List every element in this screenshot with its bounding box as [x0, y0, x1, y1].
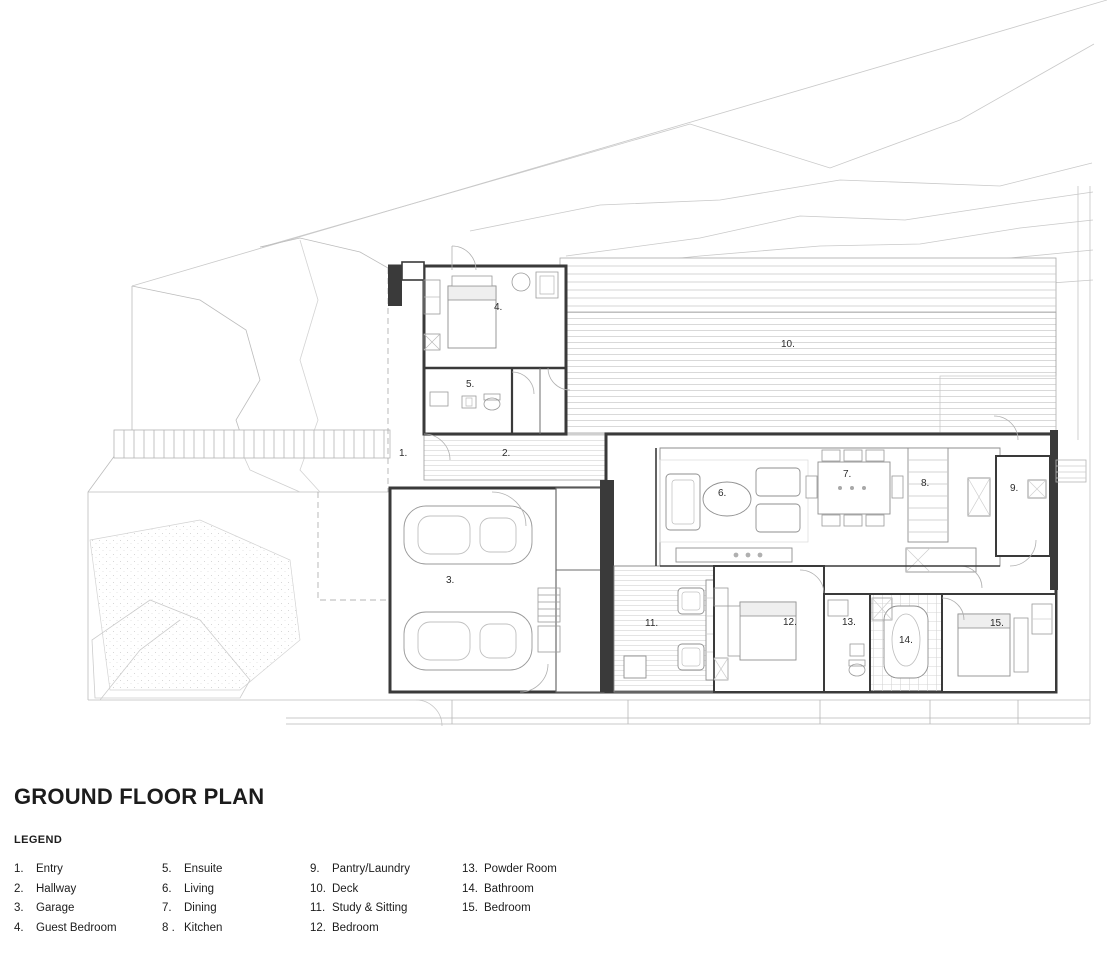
legend-item-label: Dining: [184, 902, 217, 914]
room-marker-1: 1.: [399, 448, 408, 459]
legend-item-number: 7.: [162, 902, 172, 914]
legend-item: [162, 860, 310, 880]
legend-item-label: Bedroom: [484, 902, 531, 914]
guest-wing: [388, 246, 570, 460]
bedroom-12: [714, 566, 824, 692]
right-edge-grid: [1078, 186, 1090, 724]
legend-column-4: [462, 860, 610, 938]
room-marker-6: 6.: [718, 488, 727, 499]
room-marker-4: 4.: [494, 302, 503, 313]
legend-column-2: [162, 860, 310, 938]
legend-item-label: Bedroom: [332, 921, 379, 934]
legend-item-number: 4.: [14, 921, 24, 934]
legend-item-label: Guest Bedroom: [36, 921, 117, 934]
legend-item-number: 2.: [14, 882, 24, 895]
legend-item-label: Kitchen: [184, 921, 223, 934]
legend-item-label: Garage: [36, 902, 75, 914]
legend-item: [310, 919, 462, 939]
legend-item-label: Ensuite: [184, 863, 223, 875]
room-marker-14: 14.: [899, 635, 913, 646]
legend: [14, 860, 1094, 938]
legend-item-number: 8 .: [162, 921, 175, 934]
room-marker-10: 10.: [781, 339, 795, 350]
landscape-texture: [90, 240, 320, 700]
room-marker-2: 2.: [502, 448, 511, 459]
powder-room-13: [824, 594, 870, 692]
legend-item-label: Hallway: [36, 882, 77, 895]
legend-item-number: 1.: [14, 863, 24, 875]
site-contours: [132, 0, 1107, 300]
south-terrace: [286, 700, 1090, 724]
legend-heading: LEGEND: [14, 834, 63, 846]
bedroom-15: [942, 594, 1056, 692]
legend-item-number: 11.: [310, 902, 326, 914]
legend-item-number: 3.: [14, 902, 24, 914]
legend-column-1: [14, 860, 162, 938]
legend-item-number: 9.: [310, 863, 320, 875]
room-marker-13: 13.: [842, 617, 856, 628]
room-marker-3: 3.: [446, 575, 455, 586]
legend-item-number: 14.: [462, 882, 478, 895]
legend-item-label: Pantry/Laundry: [332, 863, 410, 875]
legend-item: [462, 880, 610, 900]
legend-item-label: Living: [184, 882, 215, 895]
room-marker-15: 15.: [990, 618, 1004, 629]
legend-item: [462, 860, 610, 880]
legend-item-label: Entry: [36, 863, 63, 875]
legend-column-3: [310, 860, 462, 938]
entry-path: [114, 430, 390, 458]
room-marker-11: 11.: [645, 618, 659, 629]
legend-item: [14, 880, 162, 900]
legend-item-number: 10.: [310, 882, 326, 895]
legend-item-label: Deck: [332, 882, 359, 895]
legend-item-label: Powder Room: [484, 863, 557, 875]
garage-3: [390, 488, 606, 726]
study-sitting-11: [614, 566, 716, 692]
legend-item-label: Bathroom: [484, 882, 534, 895]
legend-item: [162, 899, 310, 919]
legend-item-number: 15.: [462, 902, 478, 914]
room-marker-9: 9.: [1010, 483, 1019, 494]
legend-item: [14, 899, 162, 919]
title-block: [14, 784, 1094, 938]
legend-item: [310, 899, 462, 919]
legend-item: [462, 899, 610, 919]
legend-item: [14, 860, 162, 880]
room-marker-7: 7.: [843, 469, 852, 480]
legend-item-number: 13.: [462, 863, 478, 875]
room-marker-12: 12.: [783, 617, 797, 628]
legend-item: [162, 919, 310, 939]
room-marker-8: 8.: [921, 478, 930, 489]
legend-item-number: 5.: [162, 863, 172, 875]
legend-item: [162, 880, 310, 900]
legend-item: [310, 880, 462, 900]
legend-item: [14, 919, 162, 939]
page-title: GROUND FLOOR PLAN: [14, 784, 265, 809]
legend-item: [310, 860, 462, 880]
legend-item-number: 12.: [310, 921, 326, 934]
legend-item-number: 6.: [162, 882, 172, 895]
room-marker-5: 5.: [466, 379, 475, 390]
legend-item-label: Study & Sitting: [332, 902, 408, 914]
